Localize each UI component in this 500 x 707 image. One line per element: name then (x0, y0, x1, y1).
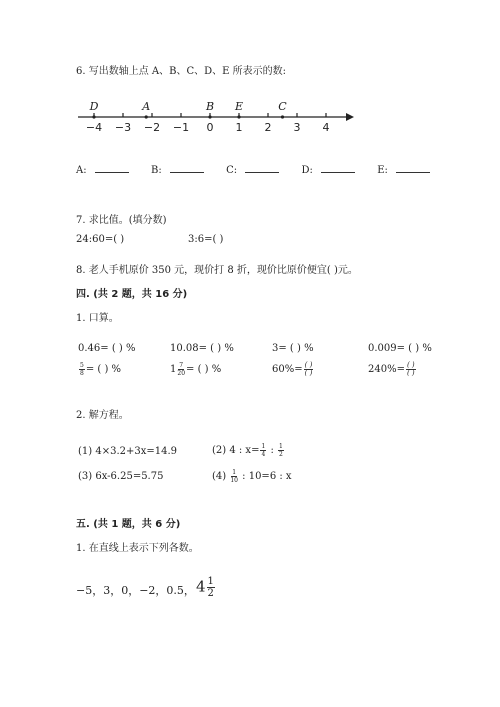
tick-label: −1 (172, 121, 190, 134)
answer-e-blank[interactable] (396, 164, 430, 173)
point-b-label: B (205, 100, 215, 113)
q7-item-2[interactable]: 3:6=( ) (188, 234, 224, 245)
section-4-heading: 四. (共 2 题，共 16 分) (76, 289, 188, 300)
point-c-label: C (278, 100, 287, 113)
oral-r2c4[interactable]: 240%= $\frac{( )}{( )}$ (368, 361, 415, 377)
equation-3: (3) 6x-6.25=5.75 (78, 471, 164, 482)
point-a-label: A (142, 100, 151, 113)
blank-fraction: $\frac{( )}{( )}$ (406, 361, 415, 377)
answer-c-blank[interactable] (245, 164, 279, 173)
oral-r2c1[interactable]: $\frac{5}{8}$ = ( ) % (80, 362, 122, 377)
plot-numbers: −5，3，0，−2，0.5， (76, 584, 195, 597)
answer-a-blank[interactable] (95, 164, 129, 173)
answer-d-label: D: (301, 165, 313, 176)
answer-d-blank[interactable] (321, 164, 355, 173)
fraction: $\frac{5}{8}$ (80, 362, 84, 377)
answer-b-label: B: (150, 165, 162, 176)
blank-fraction: $\frac{( )}{( )}$ (304, 361, 313, 377)
plot-title: 1. 在直线上表示下列各数。 (76, 543, 199, 554)
oral-r2c3[interactable]: 60%= $\frac{( )}{( )}$ (272, 361, 313, 377)
point-a-dot (145, 115, 148, 118)
q8-text: 8. 老人手机原价 350 元，现价打 8 折，现价比原价便宜( )元。 (76, 265, 358, 276)
point-b-dot (208, 115, 211, 118)
point-e-dot (237, 115, 240, 118)
point-c-dot (281, 115, 284, 118)
oral-r1c1[interactable]: 0.46= ( ) % (78, 343, 136, 354)
equation-1: (1) 4×3.2+3x=14.9 (78, 446, 178, 457)
tick-label: 0 (206, 121, 214, 134)
tick-label: 4 (322, 121, 330, 134)
oral-title: 1. 口算。 (76, 313, 119, 324)
equation-4: (4) $\frac{1}{10}$ : 10=6 : x (212, 469, 292, 484)
section-5-heading: 五. (共 1 题，共 6 分) (76, 519, 181, 530)
number-line (70, 92, 360, 134)
mixed-number: 4 $\frac{1}{2}$ (196, 576, 214, 599)
point-e-label: E (234, 100, 244, 113)
q6-title: 6. 写出数轴上点 A、B、C、D、E 所表示的数: (76, 66, 286, 77)
answer-b-blank[interactable] (170, 164, 204, 173)
tick-label: 1 (235, 121, 243, 134)
point-d-dot (92, 115, 95, 118)
oral-r1c2[interactable]: 10.08= ( ) % (170, 343, 234, 354)
equations-title: 2. 解方程。 (76, 410, 129, 421)
tick-label: 2 (264, 121, 272, 134)
answer-e-label: E: (377, 165, 388, 176)
q7-title: 7. 求比值。(填分数) (76, 215, 167, 226)
number-line-ticks (86, 113, 330, 134)
number-line-points (89, 100, 288, 119)
tick-label: −3 (114, 121, 132, 134)
fraction: $\frac{7}{20}$ (177, 362, 186, 377)
tick-label: 3 (293, 121, 301, 134)
oral-r2c2[interactable]: 1 $\frac{7}{20}$ = ( ) % (170, 362, 222, 377)
tick-label: −2 (143, 121, 161, 134)
point-d-label: D (89, 100, 99, 113)
answer-a-label: A: (76, 165, 87, 176)
answer-c-label: C: (226, 165, 238, 176)
oral-r1c4[interactable]: 0.009= ( ) % (368, 343, 432, 354)
q6-answer-row (76, 164, 430, 176)
equation-2: (2) 4 : x= $\frac{1}{4}$ : $\frac{1}{2}$ (212, 443, 283, 458)
tick-label: −4 (85, 121, 103, 134)
q7-item-1[interactable]: 24:60=( ) (76, 234, 125, 245)
oral-r1c3[interactable]: 3= ( ) % (272, 343, 314, 354)
